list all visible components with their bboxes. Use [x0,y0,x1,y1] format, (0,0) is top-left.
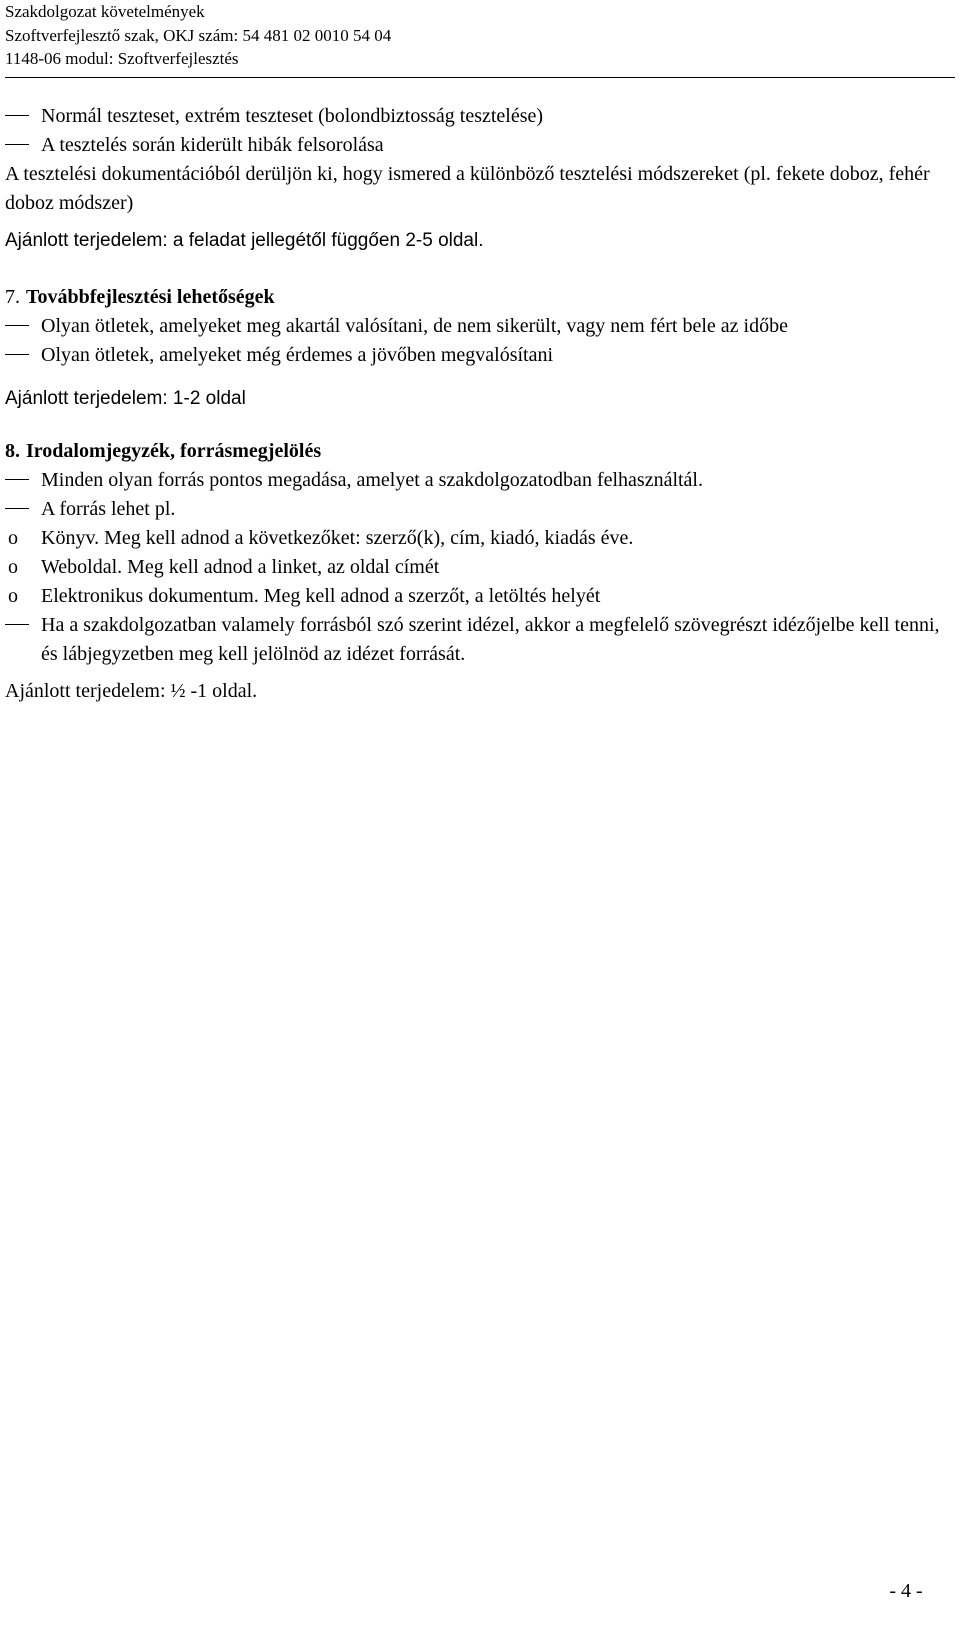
header-module: 1148-06 modul: Szoftverfejlesztés [5,49,239,68]
recommended-length: Ajánlott terjedelem: ½ -1 oldal. [5,680,258,702]
sub-list-item [5,553,955,582]
dash-bullet-icon [5,115,29,116]
circle-bullet-icon: o [8,527,18,549]
section-number: 8. [5,440,20,462]
section-heading-7 [5,283,955,312]
list-item [5,341,955,370]
header-title: Szakdolgozat követelmények [5,2,205,21]
header-program: Szoftverfejlesztő szak, OKJ szám: 54 481 02 0010 54 04 [5,25,392,45]
list-item [5,611,955,669]
list-item-text: Minden olyan forrás pontos megadása, amelyet a szakdolgozatodban felhasználtál. [41,469,703,491]
page-header [5,0,955,71]
dash-bullet-icon [5,144,29,145]
page-number-text: - 4 - [889,1580,923,1602]
testing-methods-paragraph: A tesztelési dokumentációból derüljön ki, hogy ismered a különböző tesztelési módszereket (pl. fekete doboz, fehér doboz módszer) [5,163,930,214]
page-number [0,1580,930,1603]
dash-bullet-icon [5,354,29,355]
list-item [5,102,955,131]
header-divider [5,77,955,78]
list-item-text: A tesztelés során kiderült hibák felsorolása [41,134,384,156]
list-item-text: Olyan ötletek, amelyeket meg akartál valósítani, de nem sikerült, vagy nem fért bele az időbe [41,315,788,337]
list-item [5,312,955,341]
list-item-text: A forrás lehet pl. [41,498,176,520]
sub-list-item [5,582,955,611]
recommended-length: Ajánlott terjedelem: a feladat jellegétől függően 2-5 oldal. [5,230,484,251]
sub-list-item-text: Elektronikus dokumentum. Meg kell adnod a szerzőt, a letöltés helyét [41,585,601,607]
section-title: Továbbfejlesztési lehetőségek [26,286,275,308]
list-item [5,466,955,495]
list-item-text: Normál teszteset, extrém teszteset (bolondbiztosság tesztelése) [41,105,544,127]
list-item [5,495,955,524]
circle-bullet-icon: o [8,556,18,578]
list-item-text: Ha a szakdolgozatban valamely forrásból szó szerint idézel, akkor a megfelelő szövegrészt idézőjelbe kell tenni, és lábjegyzetben meg kell jelölnöd az idézet forrását. [41,614,940,665]
section-heading-8 [5,437,955,466]
dash-bullet-icon [5,624,29,625]
dash-bullet-icon [5,325,29,326]
section-title: Irodalomjegyzék, forrásmegjelölés [26,440,322,462]
circle-bullet-icon: o [8,585,18,607]
sub-list-item [5,524,955,553]
section-number: 7. [5,286,20,308]
document-body [5,102,955,706]
recommended-length: Ajánlott terjedelem: 1-2 oldal [5,388,246,409]
list-item-text: Olyan ötletek, amelyeket még érdemes a jövőben megvalósítani [41,344,554,366]
list-item [5,131,955,160]
sub-list-item-text: Könyv. Meg kell adnod a következőket: szerző(k), cím, kiadó, kiadás éve. [41,527,634,549]
dash-bullet-icon [5,508,29,509]
sub-list-item-text: Weboldal. Meg kell adnod a linket, az oldal címét [41,556,440,578]
dash-bullet-icon [5,479,29,480]
